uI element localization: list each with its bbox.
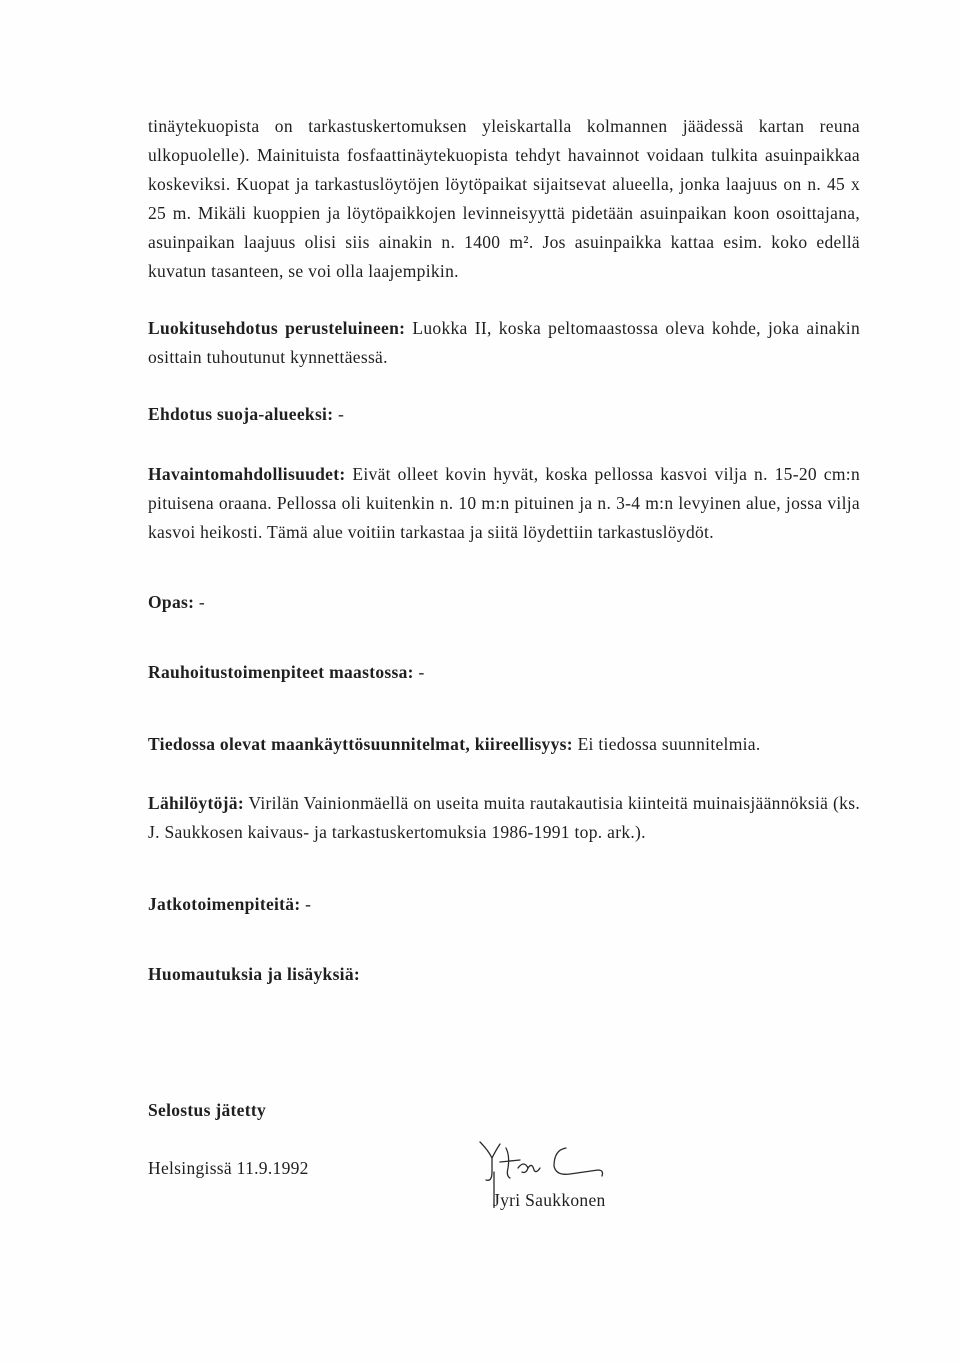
report-submitted-label (148, 1096, 266, 1125)
paragraph-observation-conditions (148, 460, 860, 547)
paragraph-heading: Lähilöytöjä: (148, 793, 244, 813)
paragraph-heading: Ehdotus suoja-alueeksi: (148, 404, 334, 424)
signoff-label: Selostus jätetty (148, 1100, 267, 1120)
paragraph-text: Ei tiedossa suunnitelmia. (572, 734, 761, 754)
paragraph-heading: Luokitusehdotus perusteluineen: (148, 318, 406, 338)
place-and-date: Helsingissä 11.9.1992 (148, 1158, 309, 1178)
paragraph-heading: Huomautuksia ja lisäyksiä: (148, 964, 361, 984)
paragraph-land-use-plans (148, 730, 860, 759)
paragraph-text: - (300, 894, 312, 914)
paragraph-text: - (194, 592, 206, 612)
paragraph-heading: Tiedossa olevat maankäyttösuunnitelmat, kiireellisyys: (148, 734, 573, 754)
document-body (148, 112, 860, 989)
paragraph-further-actions (148, 890, 860, 919)
paragraph-protection-area (148, 400, 860, 429)
paragraph-text: - (333, 404, 345, 424)
paragraph-text: Eivät olleet kovin hyvät, koska pellossa kasvoi vilja n. 15-20 cm:n pituisena oraana. Pellossa oli kuitenkin n. 10 m:n pituinen ja n. 3-4 m:n levyinen alue, jossa vilja kasvoi heikosti. Tämä alue voitiin tarkastaa ja siitä löydettiin tarkastuslöydöt. (148, 464, 860, 542)
paragraph-guide (148, 588, 860, 617)
paragraph-nearby-finds (148, 789, 860, 847)
paragraph-classification (148, 314, 860, 372)
paragraph-text: tinäytekuopista on tarkastuskertomuksen yleiskartalla kolmannen jäädessä kartan reuna ulkopuolelle). Mainituista fosfaattinäytekuopista tehdyt havainnot voidaan tulkita asuinpaikkaa koskeviksi. Kuopat ja tarkastuslöytöjen löytöpaikat sijaitsevat alueella, jonka laajuus on n. 45 x 25 m. Mikäli kuoppien ja löytöpaikkojen levinneisyyttä pidetään asuinpaikan koon osoittajana, asuinpaikan laajuus olisi siis ainakin n. 1400 m². Jos asuinpaikka kattaa esim. koko edellä kuvatun tasanteen, se voi olla laajempikin. (148, 116, 860, 281)
paragraph-heading: Opas: (148, 592, 195, 612)
paragraph-text: - (413, 662, 425, 682)
paragraph-remarks (148, 960, 860, 989)
paragraph-heading: Rauhoitustoimenpiteet maastossa: (148, 662, 414, 682)
paragraph-heading: Havaintomahdollisuudet: (148, 464, 346, 484)
signer-name: Jyri Saukkonen (493, 1190, 606, 1210)
paragraph-protection-measures (148, 658, 860, 687)
paragraph-text: Virilän Vainionmäellä on useita muita rautakautisia kiinteitä muinaisjäännöksiä (ks. J. Saukkosen kaivaus- ja tarkastuskertomuksia 1986-1991 top. ark.). (148, 793, 860, 842)
paragraph-text: Luokka II, koska peltomaastossa oleva kohde, joka ainakin osittain tuhoutunut kynnettäessä. (148, 318, 860, 367)
paragraph-site-description (148, 112, 860, 286)
paragraph-heading: Jatkotoimenpiteitä: (148, 894, 301, 914)
